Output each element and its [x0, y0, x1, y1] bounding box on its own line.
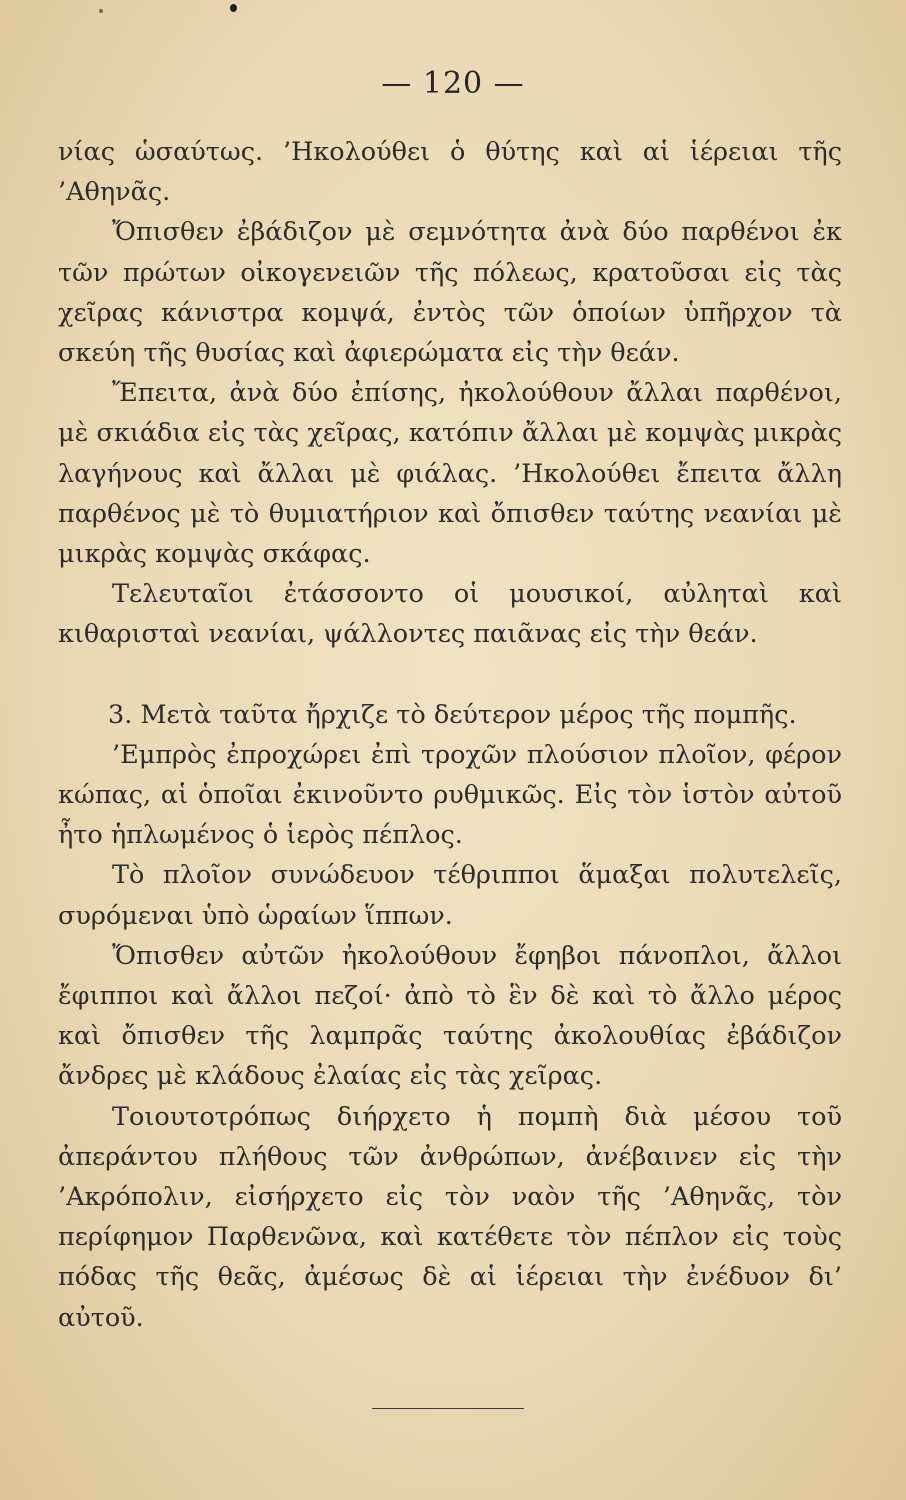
paragraph: Ἔπειτα, ἀνὰ δύο ἐπίσης, ἠκολούθουν ἄλλαι παρθένοι, μὲ σκιάδια εἰς τὰς χεῖρας, κατόπιν ἄλλαι μὲ κομψὰς μικρὰς λαγήνους καὶ ἄλλαι μὲ φιάλας. ’Ηκολούθει ἔπειτα ἄλλη παρθένος μὲ τὸ θυμιατήριον καὶ ὄπισθεν ταύτης νεανίαι μὲ μικρὰς κομψὰς σκάφας. [58, 378, 842, 570]
paragraph: Ὄπισθεν αὐτῶν ἠκολούθουν ἔφηβοι πάνοπλοι, ἄλλοι ἔφιπποι καὶ ἄλλοι πεζοί· ἀπὸ τὸ ἓν δὲ καὶ τὸ ἄλλο μέρος καὶ ὄπισθεν τῆς λαμπρᾶς ταύτης ἀκολουθίας ἐβάδιζον ἄνδρες μὲ κλάδους ἐλαίας εἰς τὰς χεῖρας. [58, 940, 842, 1092]
page-number: — 120 — [381, 66, 525, 101]
end-rule [372, 1408, 524, 1409]
body-text [58, 132, 842, 1338]
paragraph: Ὄπισθεν ἐβάδιζον μὲ σεμνότητα ἀνὰ δύο παρθένοι ἐκ τῶν πρώτων οἰκογενειῶν τῆς πόλεως, κρατοῦσαι εἰς τὰς χεῖρας κάνιστρα κομψά, ἐντὸς τῶν ὁποίων ὑπῆρχον τὰ σκεύη τῆς θυσίας καὶ ἀφιερώματα εἰς τὴν θεάν. [58, 217, 842, 369]
paragraph: νίας ὡσαύτως. ’Ηκολούθει ὁ θύτης καὶ αἱ ἱέρειαι τῆς ’Αθηνᾶς. [58, 137, 842, 208]
paragraph: Τὸ πλοῖον συνώδευον τέθριπποι ἅμαξαι πολυτελεῖς, συρόμεναι ὑπὸ ὡραίων ἵππων. [58, 860, 842, 931]
paragraph: ’Εμπρὸς ἐπροχώρει ἐπὶ τροχῶν πλούσιον πλοῖον, φέρον κώπας, αἱ ὁποῖαι ἐκινοῦντο ρυθμικῶς. Εἰς τὸν ἱστὸν αὐτοῦ ἦτο ἡπλωμένος ὁ ἱερὸς πέπλος. [58, 739, 842, 851]
ink-spot [99, 9, 103, 13]
section-heading: 3. Μετὰ ταῦτα ἤρχιζε τὸ δεύτερον μέρος τῆς πομπῆς. [108, 699, 797, 730]
ink-spot [230, 4, 237, 12]
paragraph: Τοιουτοτρόπως διήρχετο ἡ πομπὴ διὰ μέσου τοῦ ἀπεράντου πλήθους τῶν ἀνθρώπων, ἀνέβαινεν εἰς τὴν ’Ακρόπολιν, εἰσήρχετο εἰς τὸν ναὸν τῆς ’Αθηνᾶς, τὸν περίφημον Παρθενῶνα, καὶ κατέθετε τὸν πέπλον εἰς τοὺς πόδας τῆς θεᾶς, ἀμέσως δὲ αἱ ἱέρειαι τὴν ἐνέδυον δι’ αὐτοῦ. [58, 1101, 842, 1333]
paragraph: Τελευταῖοι ἐτάσσοντο οἱ μουσικοί, αὐληταὶ καὶ κιθαρισταὶ νεανίαι, ψάλλοντες παιᾶνας εἰς τὴν θεάν. [58, 579, 842, 650]
